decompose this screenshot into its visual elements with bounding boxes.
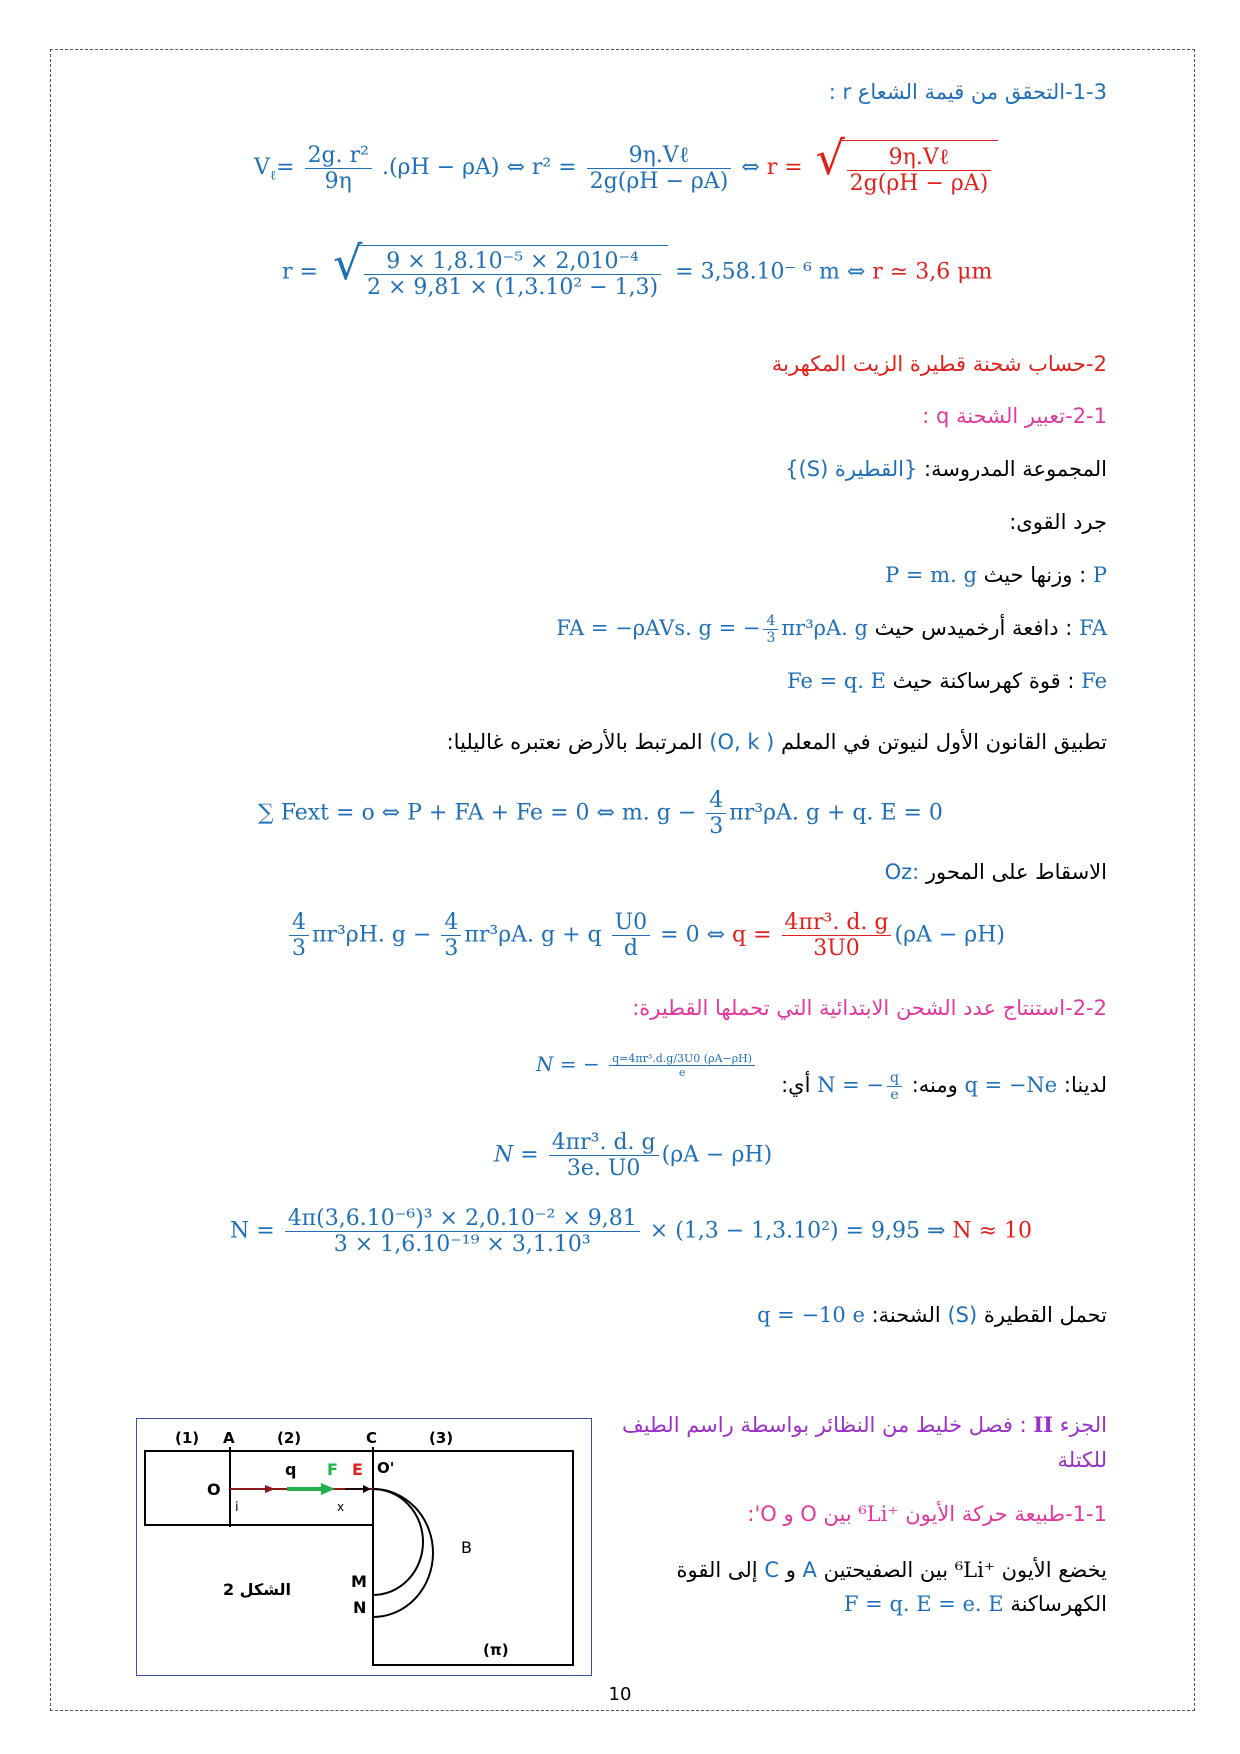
- equation-n-formula: N = $\frac{\text{4πr³. d. g}}{3e. U0}$ (ρA − ρH): [494, 1130, 773, 1181]
- equation-n-numeric: N = $\frac{\text{4π(3,6.10⁻⁶)³ × 2,0.10⁻² × 9,81}}{\text{3 × 1,6.10⁻¹⁹ × 3,1.10³}}$ × (1,3 − 1,3.10²) = 9,95 ⇒ N ≈ 10: [230, 1206, 1033, 1257]
- equation-radius-numeric: r = √ $\frac{\text{9 × 1,8.10⁻⁵ × 2,010⁻⁴}}{\text{2 × 9,81 × (1,3.10² − 1,3)}}$ = 3,58.10⁻ ⁶ m ⇔ r ≃ 3,6 μm: [282, 245, 992, 300]
- projection-oz: الاسقاط على المحور Oz:: [884, 860, 1107, 884]
- axis-x-label: x: [337, 1500, 345, 1514]
- equation-equilibrium: ∑ Fext = o ⇔ P + FA + Fe = 0 ⇔ m. g − $\frac{4}{3}$ πr³ρA. g + q. E = 0: [258, 788, 943, 839]
- force-archimedes: FA : دافعة أرخميدس حيث FA = −ρAVs. g = − $\frac{4}{3}$ πr³ρA. g: [556, 613, 1107, 646]
- droplet-charge: تحمل القطيرة (S) الشحنة: q = −10 e: [757, 1303, 1107, 1327]
- equation-charge: $\frac{4}{3}$ πr³ρH. g − $\frac{4}{3}$ πr³ρA. g + q $\frac{U0}{d}$ = 0 ⇔ q = $\frac{\text{4πr³. d. g}}{3U0}$ (ρA − ρH): [286, 910, 1005, 961]
- section-2-title: 2-حساب شحنة قطيرة الزيت المكهربة: [771, 352, 1107, 376]
- newton-first-law: تطبيق القانون الأول لنيوتن في المعلم (O, k ) المرتبط بالأرض نعتبره غاليليا:: [446, 730, 1107, 754]
- point-o-label: O: [207, 1480, 221, 1499]
- figure-caption: الشكل 2: [222, 1580, 292, 1599]
- unit-i-label: i: [235, 1500, 239, 1515]
- point-m-label: M: [351, 1572, 367, 1591]
- i-arrow: [265, 1485, 275, 1493]
- part-2-title-cont: للكتلة: [1057, 1448, 1107, 1472]
- forces-inventory-title: جرد القوى:: [1009, 510, 1107, 534]
- force-weight: P : وزنها حيث P = m. g: [885, 563, 1107, 587]
- trajectory-m: [373, 1489, 423, 1595]
- part-2-title: الجزء II : فصل خليط من النظائر بواسطة راسم الطيف: [622, 1412, 1107, 1437]
- ion-subject-line: يخضع الأيون ⁶Li⁺ بين الصفيحتين A و C إلى القوة: [676, 1558, 1107, 1582]
- zone-3-box: [373, 1451, 573, 1665]
- page-number: 10: [608, 1684, 632, 1705]
- zone-3-label: (3): [429, 1429, 454, 1447]
- section-2-1-title: 2-1-تعبير الشحنة q :: [922, 404, 1107, 428]
- force-f-label: F: [327, 1460, 338, 1479]
- section-1-1-title: 1-1-طبيعة حركة الأيون ⁶Li⁺ بين O و O':: [747, 1502, 1107, 1526]
- equation-n-compound: N = − $\frac{\text{q=4πr³.d.g/3U0 (ρA−ρH)}}{e}$: [536, 1052, 758, 1079]
- zone-2-label: (2): [277, 1429, 302, 1447]
- trajectory-n: [373, 1489, 433, 1617]
- figure-2-drawing: [137, 1419, 591, 1675]
- plate-c-label: C: [366, 1429, 378, 1447]
- force-f-arrowhead: [321, 1483, 335, 1495]
- deduce-line: لدينا: q = −Ne ومنه: N = − $\frac{q}{e}$ أي:: [781, 1070, 1107, 1103]
- section-1-3-title: 1-3-التحقق من قيمة الشعاع r :: [828, 80, 1107, 104]
- equation-radius-formula: $V_\ell=$ $\frac{\text{2g. r²}}{9\eta}$ .(ρH − ρA) ⇔ r² = $\frac{\text{9η.Vℓ}}{2g(\rho H - \rho A)}$ ⇔ r = √ $\frac{\text{9η.Vℓ}}{2g(\rho H - \rho A)}$: [254, 140, 998, 196]
- electrostatic-force-line: الكهرساكنة F = q. E = e. E: [843, 1592, 1107, 1616]
- field-e-arrowhead: [363, 1485, 371, 1493]
- point-n-label: N: [353, 1598, 367, 1617]
- section-2-2-title: 2-2-استنتاج عدد الشحن الابتدائية التي تحملها القطيرة:: [632, 996, 1107, 1020]
- studied-system: المجموعة المدروسة: {القطيرة (S)}: [785, 457, 1107, 481]
- field-e-label: E: [352, 1460, 363, 1479]
- force-electrostatic: Fe : قوة كهرساكنة حيث Fe = q. E: [787, 669, 1107, 693]
- plate-a-label: A: [223, 1429, 235, 1447]
- charge-q-label: q: [285, 1460, 297, 1479]
- zone-1-label: (1): [175, 1429, 200, 1447]
- point-o-prime-label: O': [377, 1459, 395, 1477]
- plate-pi-label: (π): [483, 1641, 509, 1659]
- figure-2-mass-spectrometer: [136, 1418, 592, 1676]
- field-b-label: B: [461, 1538, 472, 1557]
